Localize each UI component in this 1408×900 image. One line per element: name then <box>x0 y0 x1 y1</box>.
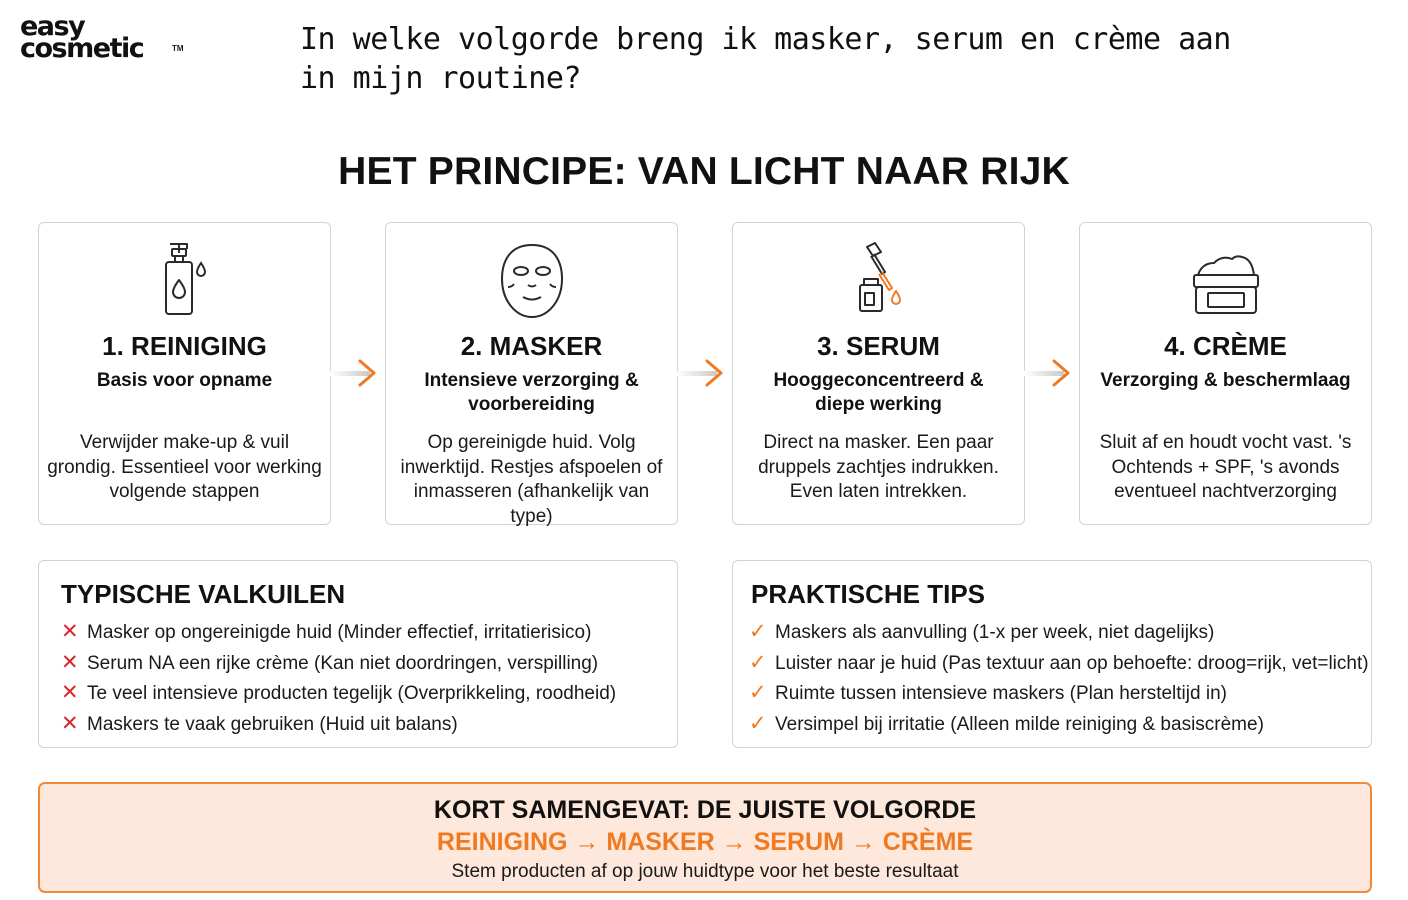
list-item <box>61 678 669 709</box>
step-description: Sluit af en houdt vocht vast. 's Ochtends + SPF, 's avonds eventueel nachtverzorging <box>1099 432 1352 502</box>
list-item <box>749 709 1363 740</box>
cross-icon: ✕ <box>61 711 79 735</box>
step-subtitle: Intensieve verzorging & voorbereiding <box>424 370 639 415</box>
pitfalls-panel <box>38 560 678 748</box>
brand-line-1: easy <box>20 11 85 42</box>
principle-title: HET PRINCIPE: VAN LICHT NAAR RIJK <box>338 150 1070 193</box>
tips-title: PRAKTISCHE TIPS <box>751 579 986 609</box>
list-item <box>749 648 1369 679</box>
list-item <box>61 617 669 648</box>
summary-note: Stem producten af op jouw huidtype voor het beste resultaat <box>451 861 959 882</box>
dropper-bottle-icon <box>841 241 917 321</box>
step-title: 3. SERUM <box>817 331 940 361</box>
summary-title: KORT SAMENGEVAT: DE JUISTE VOLGORDE <box>433 796 977 824</box>
arrow-right-icon <box>1024 353 1080 393</box>
tip-text: Luister naar je huid (Pas textuur aan op behoefte: droog=rijk, vet=licht) <box>775 652 1369 674</box>
pitfall-text: Maskers te vaak gebruiken (Huid uit balans) <box>87 713 458 735</box>
cross-icon: ✕ <box>61 681 79 704</box>
summary-box <box>38 782 1372 893</box>
pitfalls-title: TYPISCHE VALKUILEN <box>61 579 346 609</box>
pitfall-text: Serum NA een rijke crème (Kan niet doordringen, verspilling) <box>87 652 599 674</box>
step-subtitle: Basis voor opname <box>96 370 273 391</box>
arrow-right-icon <box>677 353 733 393</box>
step-card-masker <box>385 222 678 525</box>
cross-icon: ✕ <box>61 620 79 643</box>
tip-text: Ruimte tussen intensieve maskers (Plan hersteltijd in) <box>775 683 1227 704</box>
cross-icon: ✕ <box>61 650 79 674</box>
step-card-reiniging <box>38 222 331 525</box>
step-card-creme <box>1079 222 1372 525</box>
tips-panel <box>732 560 1372 748</box>
step-subtitle: Verzorging & beschermlaag <box>1100 370 1351 391</box>
tips-list <box>749 617 1369 739</box>
check-icon: ✓ <box>749 620 767 643</box>
tip-text: Versimpel bij irritatie (Alleen milde reiniging & basiscrème) <box>775 713 1264 735</box>
pitfalls-list <box>61 617 669 739</box>
step-title: 2. MASKER <box>460 331 603 361</box>
arrow-right-icon <box>330 353 386 393</box>
check-icon: ✓ <box>749 681 767 704</box>
step-description: Op gereinigde huid. Volg inwerktijd. Restjes afspoelen of inmasseren (afhankelijk van type) <box>400 432 663 527</box>
step-description: Direct na masker. Een paar druppels zachtjes indrukken. Even laten intrekken. <box>758 432 999 502</box>
cream-jar-icon <box>1188 241 1264 321</box>
check-icon: ✓ <box>749 711 767 735</box>
step-subtitle: Hooggeconcentreerd & diepe werking <box>773 370 984 415</box>
list-item <box>61 709 669 740</box>
brand-line-2: cosmetic <box>20 33 144 64</box>
step-description: Verwijder make-up & vuil grondig. Essentieel voor werking volgende stappen <box>47 432 322 502</box>
list-item <box>61 648 669 679</box>
brand-trademark: TM <box>172 44 184 53</box>
list-item <box>749 678 1363 709</box>
pitfall-text: Masker op ongereinigde huid (Minder effectief, irritatierisico) <box>87 622 592 643</box>
step-card-serum <box>732 222 1025 525</box>
pump-bottle-icon <box>147 241 223 321</box>
pitfall-text: Te veel intensieve producten tegelijk (Overprikkeling, roodheid) <box>87 683 617 704</box>
tip-text: Maskers als aanvulling (1-x per week, niet dagelijks) <box>775 622 1215 643</box>
list-item <box>749 617 1363 648</box>
question-heading: In welke volgorde breng ik masker, serum en crème aan in mijn routine? <box>300 22 1231 96</box>
check-icon: ✓ <box>749 650 767 674</box>
brand-logo <box>20 11 184 68</box>
face-mask-icon <box>494 241 570 321</box>
summary-sequence: REINIGING → MASKER → SERUM → CRÈME <box>436 828 974 856</box>
step-title: 4. CRÈME <box>1164 331 1287 361</box>
step-title: 1. REINIGING <box>102 331 267 361</box>
